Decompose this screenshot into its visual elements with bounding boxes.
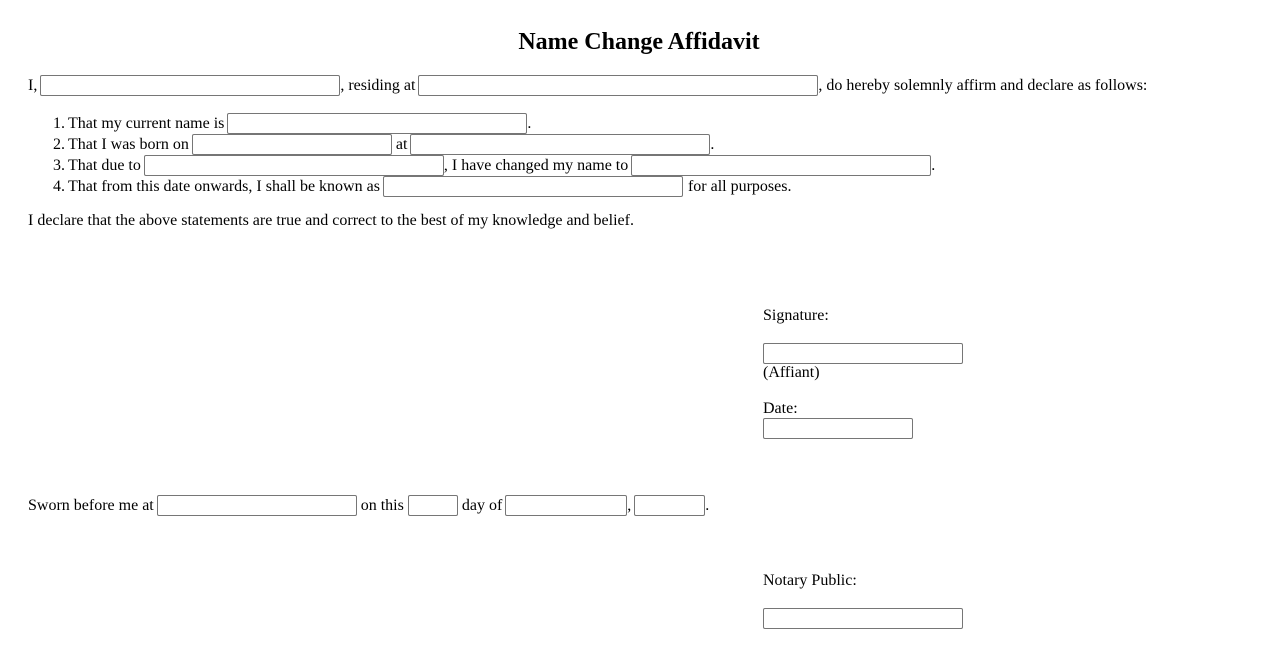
list-item (53, 154, 935, 176)
item-end: . (931, 156, 936, 174)
notary-label: Notary Public: (763, 572, 857, 589)
date-label: Date: (763, 400, 798, 417)
current-name-field[interactable] (227, 113, 527, 134)
item-number: 2. (53, 135, 65, 153)
sworn-day-of-label: day of (461, 496, 503, 514)
intro-line (28, 74, 1147, 96)
list-item (53, 133, 714, 155)
affiant-caption: (Affiant) (763, 364, 820, 381)
sworn-month-field[interactable] (505, 495, 627, 516)
sworn-place-field[interactable] (157, 495, 357, 516)
residence-address-field[interactable] (418, 75, 818, 96)
sworn-line (28, 494, 709, 516)
affiant-name-field[interactable] (40, 75, 340, 96)
change-reason-field[interactable] (144, 155, 444, 176)
sworn-day-field[interactable] (408, 495, 458, 516)
item-text: That my current name is (68, 114, 225, 132)
item-end: . (527, 114, 532, 132)
item-end: for all purposes. (687, 177, 792, 195)
sworn-end: . (705, 496, 710, 514)
item-at-label: at (395, 135, 408, 153)
intro-suffix: , do hereby solemnly affirm and declare as follows: (818, 76, 1148, 94)
date-field[interactable] (763, 418, 913, 439)
sworn-year-field[interactable] (634, 495, 705, 516)
item-changed-label: , I have changed my name to (443, 156, 629, 174)
item-text: That I was born on (68, 135, 189, 153)
notary-signature-field[interactable] (763, 608, 963, 629)
item-number: 4. (53, 177, 65, 195)
sworn-comma: , (627, 496, 632, 514)
intro-residing-label: , residing at (340, 76, 416, 94)
item-text: That from this date onwards, I shall be known as (68, 177, 380, 195)
signature-label: Signature: (763, 307, 829, 324)
item-number: 1. (53, 114, 65, 132)
list-item (53, 112, 531, 134)
known-as-name-field[interactable] (383, 176, 683, 197)
declaration-text: I declare that the above statements are true and correct to the best of my knowledge and belief. (28, 212, 634, 229)
birth-date-field[interactable] (192, 134, 392, 155)
signature-field[interactable] (763, 343, 963, 364)
intro-prefix: I, (28, 76, 38, 94)
item-number: 3. (53, 156, 65, 174)
list-item (53, 175, 791, 197)
item-end: . (710, 135, 715, 153)
item-text: That due to (68, 156, 141, 174)
page-title: Name Change Affidavit (518, 29, 760, 55)
sworn-on-this-label: on this (360, 496, 404, 514)
birth-place-field[interactable] (410, 134, 710, 155)
sworn-prefix: Sworn before me at (28, 496, 154, 514)
new-name-field[interactable] (631, 155, 931, 176)
